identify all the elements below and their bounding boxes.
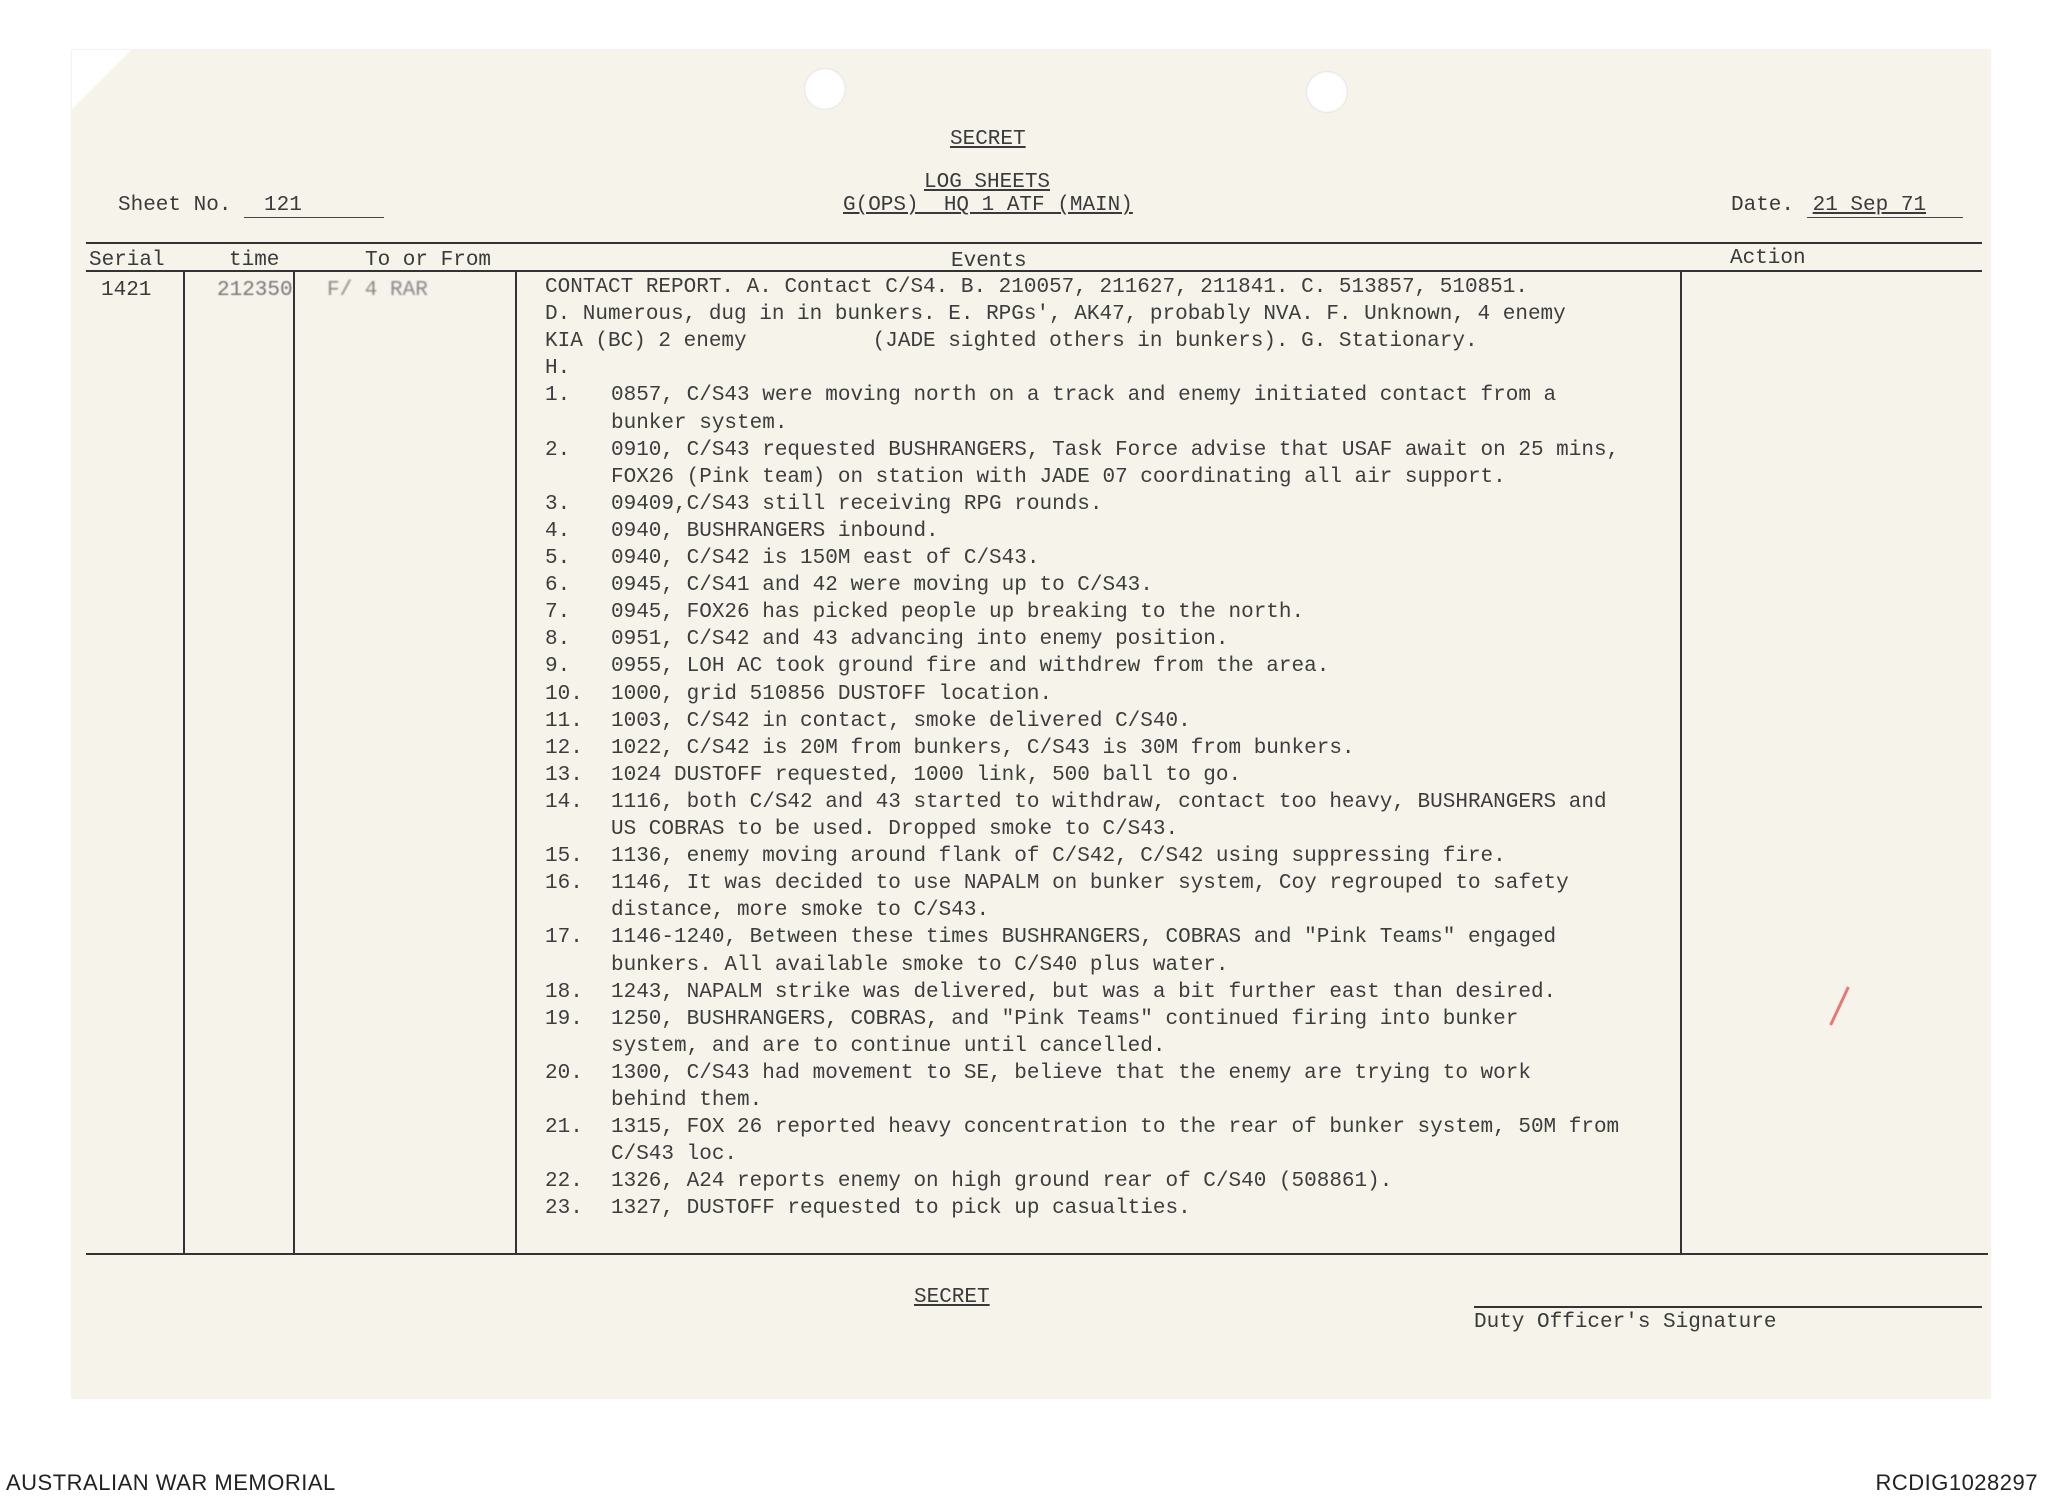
event-item	[545, 439, 1619, 462]
event-item	[545, 601, 1304, 624]
event-item-number: 14.	[545, 790, 583, 814]
event-item-text: 1136, enemy moving around flank of C/S42, C/S42 using suppressing fire.	[611, 845, 1506, 869]
event-item-text: 1024 DUSTOFF requested, 1000 link, 500 ball to go.	[611, 763, 1242, 787]
date-value: 21 Sep 71	[1807, 194, 1963, 218]
event-item	[545, 1008, 1518, 1031]
punch-hole-left	[804, 68, 846, 110]
event-item	[545, 574, 1153, 597]
column-header-events: Events	[951, 250, 1027, 273]
signature-line	[1474, 1306, 1982, 1308]
event-item-text: 1146, It was decided to use NAPALM on bunker system, Coy regrouped to safety	[611, 872, 1569, 896]
event-item-continuation	[611, 1035, 1166, 1058]
event-item-text: system, and are to continue until cancelled.	[611, 1034, 1166, 1058]
col-divider-time	[293, 270, 295, 1253]
event-item-number: 20.	[545, 1061, 583, 1085]
event-item-number: 10.	[545, 682, 583, 706]
event-item-number: 3.	[545, 492, 571, 516]
event-item	[545, 655, 1329, 678]
column-header-to-from: To or From	[365, 249, 492, 272]
event-item	[545, 710, 1191, 733]
event-item	[545, 493, 1102, 516]
event-item	[545, 520, 939, 543]
archive-credit: AUSTRALIAN WAR MEMORIAL	[6, 1470, 336, 1495]
event-item-text: bunker system.	[611, 411, 788, 435]
event-intro-line: KIA (BC) 2 enemy (JADE sighted others in bunkers). G. Stationary.	[545, 330, 1478, 354]
event-item-text: 1000, grid 510856 DUSTOFF location.	[611, 682, 1053, 706]
column-header-time: time	[229, 249, 280, 272]
event-item-continuation	[611, 1143, 737, 1166]
event-item-text: 1146-1240, Between these times BUSHRANGERS, COBRAS and "Pink Teams" engaged	[611, 926, 1557, 950]
event-item-number: 5.	[545, 547, 571, 570]
event-item-number: 8.	[545, 628, 571, 652]
event-item	[545, 628, 1229, 651]
event-item-number: 11.	[545, 709, 583, 733]
event-intro-line: D. Numerous, dug in in bunkers. E. RPGs', AK47, probably NVA. F. Unknown, 4 enemy	[545, 303, 1566, 327]
event-item-number: 21.	[545, 1116, 583, 1140]
col-divider-serial	[183, 270, 185, 1253]
sheet-number	[118, 194, 384, 218]
event-item-number: 16.	[545, 872, 583, 896]
event-item-text: 09409,C/S43 still receiving RPG rounds.	[611, 492, 1103, 516]
event-item-text: US COBRAS to be used. Dropped smoke to C/S43.	[611, 818, 1179, 841]
event-item-number: 6.	[545, 574, 571, 598]
event-item-number: 7.	[545, 601, 571, 625]
event-item-text: 0910, C/S43 requested BUSHRANGERS, Task Force advise that USAF await on 25 mins,	[611, 438, 1620, 462]
event-item-text: 0945, C/S41 and 42 were moving up to C/S43.	[611, 574, 1153, 598]
event-item	[545, 926, 1556, 949]
event-item	[545, 1197, 1191, 1220]
event-item-text: 1003, C/S42 in contact, smoke delivered C/S40.	[611, 709, 1191, 733]
table-bottom-rule	[86, 1253, 1988, 1255]
event-item-continuation	[611, 412, 787, 435]
event-item-text: 1327, DUSTOFF requested to pick up casualties.	[611, 1197, 1191, 1221]
punch-hole-right	[1306, 71, 1348, 113]
col-divider-events	[1680, 270, 1682, 1253]
classification-top: SECRET	[950, 128, 1026, 151]
event-item-continuation	[611, 1089, 762, 1112]
unit-title: G(OPS) HQ 1 ATF (MAIN)	[843, 194, 1133, 217]
event-item	[545, 737, 1355, 760]
event-item	[545, 1116, 1619, 1139]
event-item-text: 0955, LOH AC took ground fire and withdrew from the area.	[611, 655, 1330, 679]
event-item-number: 19.	[545, 1007, 583, 1031]
table-top-rule	[86, 242, 1982, 244]
event-item-text: 1022, C/S42 is 20M from bunkers, C/S43 is 30M from bunkers.	[611, 736, 1355, 760]
event-item-number: 2.	[545, 438, 571, 462]
event-item-text: 1315, FOX 26 reported heavy concentration to the rear of bunker system, 50M from	[611, 1116, 1620, 1140]
event-item-continuation	[611, 954, 1229, 977]
event-item-text: 1250, BUSHRANGERS, COBRAS, and "Pink Teams" continued firing into bunker	[611, 1007, 1519, 1031]
event-item-text: C/S43 loc.	[611, 1143, 738, 1167]
event-item-text: bunkers. All available smoke to C/S40 plus water.	[611, 953, 1229, 977]
event-item-text: distance, more smoke to C/S43.	[611, 899, 990, 923]
event-item-text: behind them.	[611, 1089, 763, 1112]
signature-label: Duty Officer's Signature	[1474, 1311, 1777, 1334]
event-item	[545, 981, 1556, 1004]
event-item-continuation	[611, 899, 989, 922]
event-item-number: 4.	[545, 519, 571, 543]
event-item-number: 9.	[545, 655, 571, 679]
event-item-number: 13.	[545, 763, 583, 787]
log-sheets-title: LOG SHEETS	[924, 171, 1051, 194]
event-item-number: 17.	[545, 926, 583, 950]
sheet-no-value: 121	[244, 194, 384, 218]
entry-to-from: F/ 4 RAR	[327, 279, 428, 302]
event-item-text: 0945, FOX26 has picked people up breaking to the north.	[611, 601, 1305, 625]
event-item-text: FOX26 (Pink team) on station with JADE 07 coordinating all air support.	[611, 465, 1506, 489]
event-item-text: 1243, NAPALM strike was delivered, but was a bit further east than desired.	[611, 980, 1557, 1004]
event-item-text: 0857, C/S43 were moving north on a track and enemy initiated contact from a	[611, 384, 1557, 408]
event-item	[545, 683, 1052, 706]
event-item-text: 0940, C/S42 is 150M east of C/S43.	[611, 547, 1040, 570]
date-label: Date.	[1731, 194, 1795, 217]
sheet-label: Sheet No.	[118, 194, 232, 217]
event-item-text: 1326, A24 reports enemy on high ground rear of C/S40 (508861).	[611, 1170, 1393, 1194]
event-item-continuation	[611, 466, 1506, 489]
archive-id: RCDIG1028297	[1875, 1470, 2038, 1495]
column-header-action: Action	[1730, 247, 1806, 270]
event-item-text: 1116, both C/S42 and 43 started to withdraw, contact too heavy, BUSHRANGERS and	[611, 790, 1607, 814]
event-item	[545, 384, 1556, 407]
event-item-number: 15.	[545, 845, 583, 869]
entry-time: 212350	[217, 279, 293, 302]
event-item-number: 12.	[545, 736, 583, 760]
event-item	[545, 764, 1241, 787]
event-item-continuation	[611, 818, 1178, 841]
event-item	[545, 547, 1039, 570]
col-divider-tofrom	[515, 270, 517, 1253]
event-item-text: 1300, C/S43 had movement to SE, believe that the enemy are trying to work	[611, 1061, 1531, 1085]
event-item	[545, 1170, 1392, 1193]
event-item-text: 0951, C/S42 and 43 advancing into enemy position.	[611, 628, 1229, 652]
event-item-number: 23.	[545, 1197, 583, 1221]
event-intro-line: CONTACT REPORT. A. Contact C/S4. B. 210057, 211627, 211841. C. 513857, 510851.	[545, 276, 1528, 299]
torn-corner	[72, 50, 142, 110]
entry-serial: 1421	[101, 279, 152, 302]
event-item	[545, 1062, 1531, 1085]
event-item	[545, 872, 1569, 895]
event-item	[545, 845, 1506, 868]
event-item-number: 18.	[545, 980, 583, 1004]
event-item-text: 0940, BUSHRANGERS inbound.	[611, 519, 939, 543]
classification-bottom: SECRET	[914, 1286, 990, 1309]
event-item-number: 22.	[545, 1170, 583, 1194]
log-date	[1731, 194, 1963, 218]
event-item-number: 1.	[545, 384, 571, 408]
column-header-serial: Serial	[89, 249, 165, 272]
event-item	[545, 791, 1607, 814]
event-intro-line: H.	[545, 357, 571, 381]
